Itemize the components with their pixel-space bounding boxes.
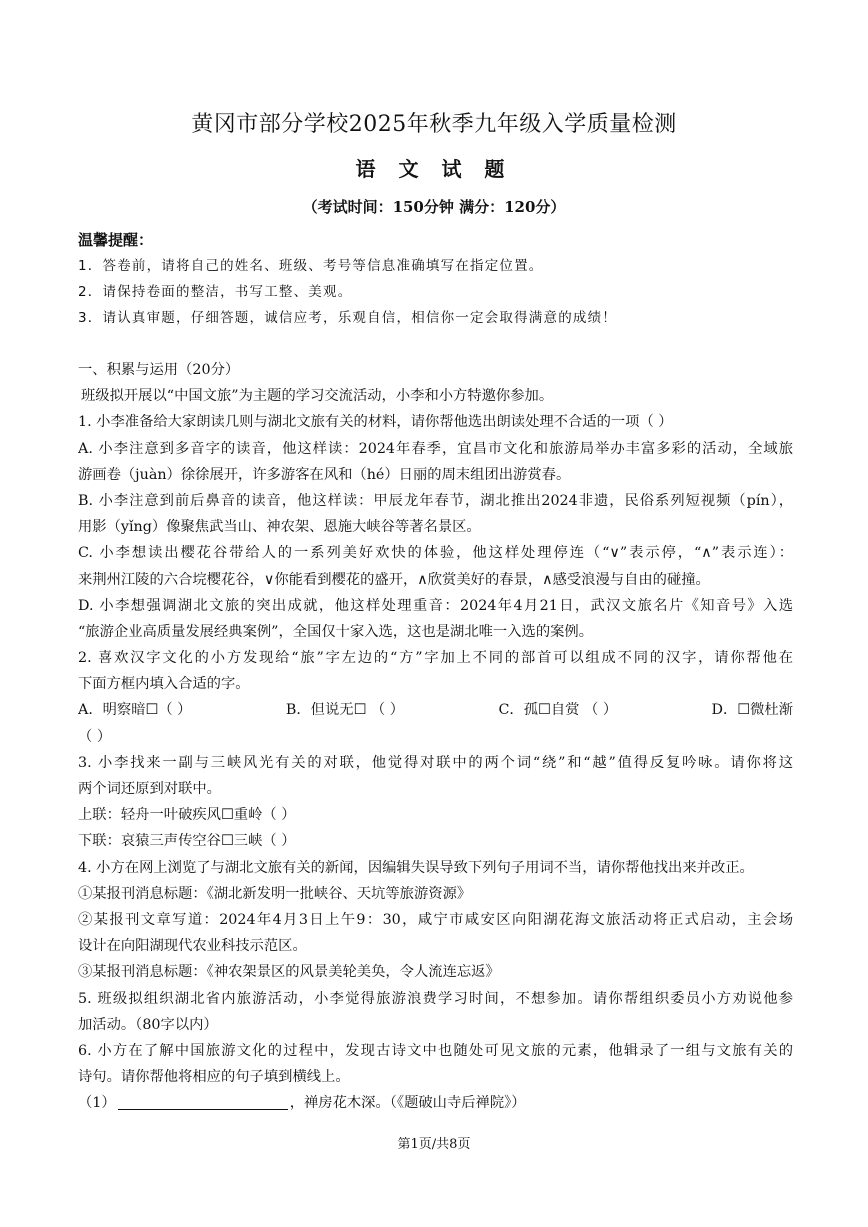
q4-sentence-3: ③某报刊消息标题：《神农架景区的风景美轮美奂，令人流连忘返》 [78, 964, 500, 981]
question-6-line2: 诗句。请你帮他将相应的句子填到横线上。 [78, 1069, 350, 1086]
question-5-line1: 5. 班级拟组织湖北省内旅游活动，小李觉得旅游浪费学习时间，不想参加。请你帮组织委员小方劝说他参 [78, 990, 793, 1007]
q2-option-b: B．但说无☐ （ ） [285, 702, 405, 719]
tips-title: 温馨提醒： [78, 231, 154, 249]
q4-sentence-2-line1: ②某报刊文章写道：2024年4月3日上午9：30，咸宁市咸安区向阳湖花海文旅活动将正式启动，主会场 [78, 911, 793, 928]
question-2-stem-line2: 下面方框内填入合适的字。 [78, 676, 250, 693]
section-heading: 一、积累与运用（20分） [78, 362, 240, 378]
q2-option-c: C．孤☐自赏 （ ） [498, 702, 618, 719]
tip-item: 1．答卷前，请将自己的姓名、班级、考号等信息准确填写在指定位置。 [78, 258, 544, 274]
question-3-stem-line1: 3. 小李找来一副与三峡风光有关的对联，他觉得对联中的两个词“绕”和“越”值得反复吟咏。请你将这 [78, 754, 793, 771]
q3-upper-couplet: 上联：轻舟一叶破疾风☐重岭（ ） [78, 807, 296, 824]
q1-option-a-line1: A. 小李注意到多音字的读音，他这样读：2024年春季，宜昌市文化和旅游局举办丰富多彩的活动，全域旅 [78, 440, 793, 457]
tip-item: 2．请保持卷面的整洁，书写工整、美观。 [78, 284, 353, 300]
question-6-line1: 6. 小方在了解中国旅游文化的过程中，发现古诗文中也随处可见文旅的元素，他辑录了一组与文旅有关的 [78, 1042, 793, 1059]
q2-options [78, 697, 793, 723]
exam-info: （考试时间：150分钟 满分：120分） [302, 198, 566, 216]
q1-option-c-line1: C. 小李想读出樱花谷带给人的一系列美好欢快的体验，他这样处理停连（“∨”表示停，“∧”表示连）： [78, 545, 793, 562]
tip-item: 3．请认真审题，仔细答题，诚信应考，乐观自信，相信你一定会取得满意的成绩！ [78, 310, 617, 326]
section-1 [78, 357, 793, 1116]
q2-option-d: D．☐微杜渐 [711, 702, 793, 719]
q1-option-c-line2: 来荆州江陵的六合垸樱花谷，∨你能看到樱花的盛开，∧欣赏美好的春景，∧感受浪漫与自由的碰撞。 [78, 571, 710, 588]
q2-option-a: A．明察暗☐（ ） [78, 702, 192, 719]
q4-sentence-2-line2: 设计在向阳湖现代农业科技示范区。 [78, 938, 307, 955]
q4-sentence-1: ①某报刊消息标题：《湖北新发明一批峡谷、天坑等旅游资源》 [78, 885, 472, 902]
question-1-stem: 1. 小李准备给大家朗读几则与湖北文旅有关的材料，请你帮他选出朗读处理不合适的一项（ ） [78, 414, 673, 431]
q1-option-b-line1: B. 小李注意到前后鼻音的读音，他这样读：甲辰龙年春节，湖北推出2024非遗，民俗系列短视频（pín）， [78, 492, 793, 509]
question-3-stem-line2: 两个词还原到对联中。 [78, 781, 221, 797]
question-5-line2: 加活动。（80字以内） [78, 1016, 218, 1033]
page-number: 第1页/共8页 [397, 1137, 471, 1152]
exam-subject: 语 文 试 题 [355, 157, 513, 181]
q1-option-a-line2: 游画卷（juàn）徐徐展开，许多游客在风和（hé）日丽的周末组团出游赏春。 [78, 466, 571, 483]
q6-item-1-number: （1） [78, 1095, 116, 1112]
question-4-stem: 4. 小方在网上浏览了与湖北文旅有关的新闻，因编辑失误导致下列句子用词不当，请你帮他找出来并改正。 [78, 859, 754, 876]
q1-option-d-line1: D. 小李想强调湖北文旅的突出成就，他这样处理重音：2024年4月21日，武汉文旅名片《知音号》入选 [78, 597, 793, 614]
question-2-stem-line1: 2. 喜欢汉字文化的小方发现给“旅”字左边的“方”字加上不同的部首可以组成不同的汉字，请你帮他在 [78, 650, 793, 667]
section-intro: 班级拟开展以“中国文旅”为主题的学习交流活动，小李和小方特邀你参加。 [81, 388, 554, 405]
tips-list [78, 253, 793, 331]
q2-option-d-answer: （ ） [78, 728, 112, 745]
answer-blank[interactable] [118, 1093, 288, 1110]
q1-option-d-line2: “旅游企业高质量发展经典案例”，全国仅十家入选，这也是湖北唯一入选的案例。 [78, 623, 594, 640]
q1-option-b-line2: 用影（yǐng）像聚焦武当山、神农架、恩施大峡谷等著名景区。 [78, 519, 481, 536]
exam-title: 黄冈市部分学校2025年秋季九年级入学质量检测 [191, 112, 677, 137]
q6-item-1 [78, 1090, 793, 1116]
q6-item-1-text: ，禅房花木深。（《题破山寺后禅院》） [289, 1095, 526, 1112]
q3-lower-couplet: 下联：哀猿三声传空谷☐三峡（ ） [78, 833, 296, 850]
